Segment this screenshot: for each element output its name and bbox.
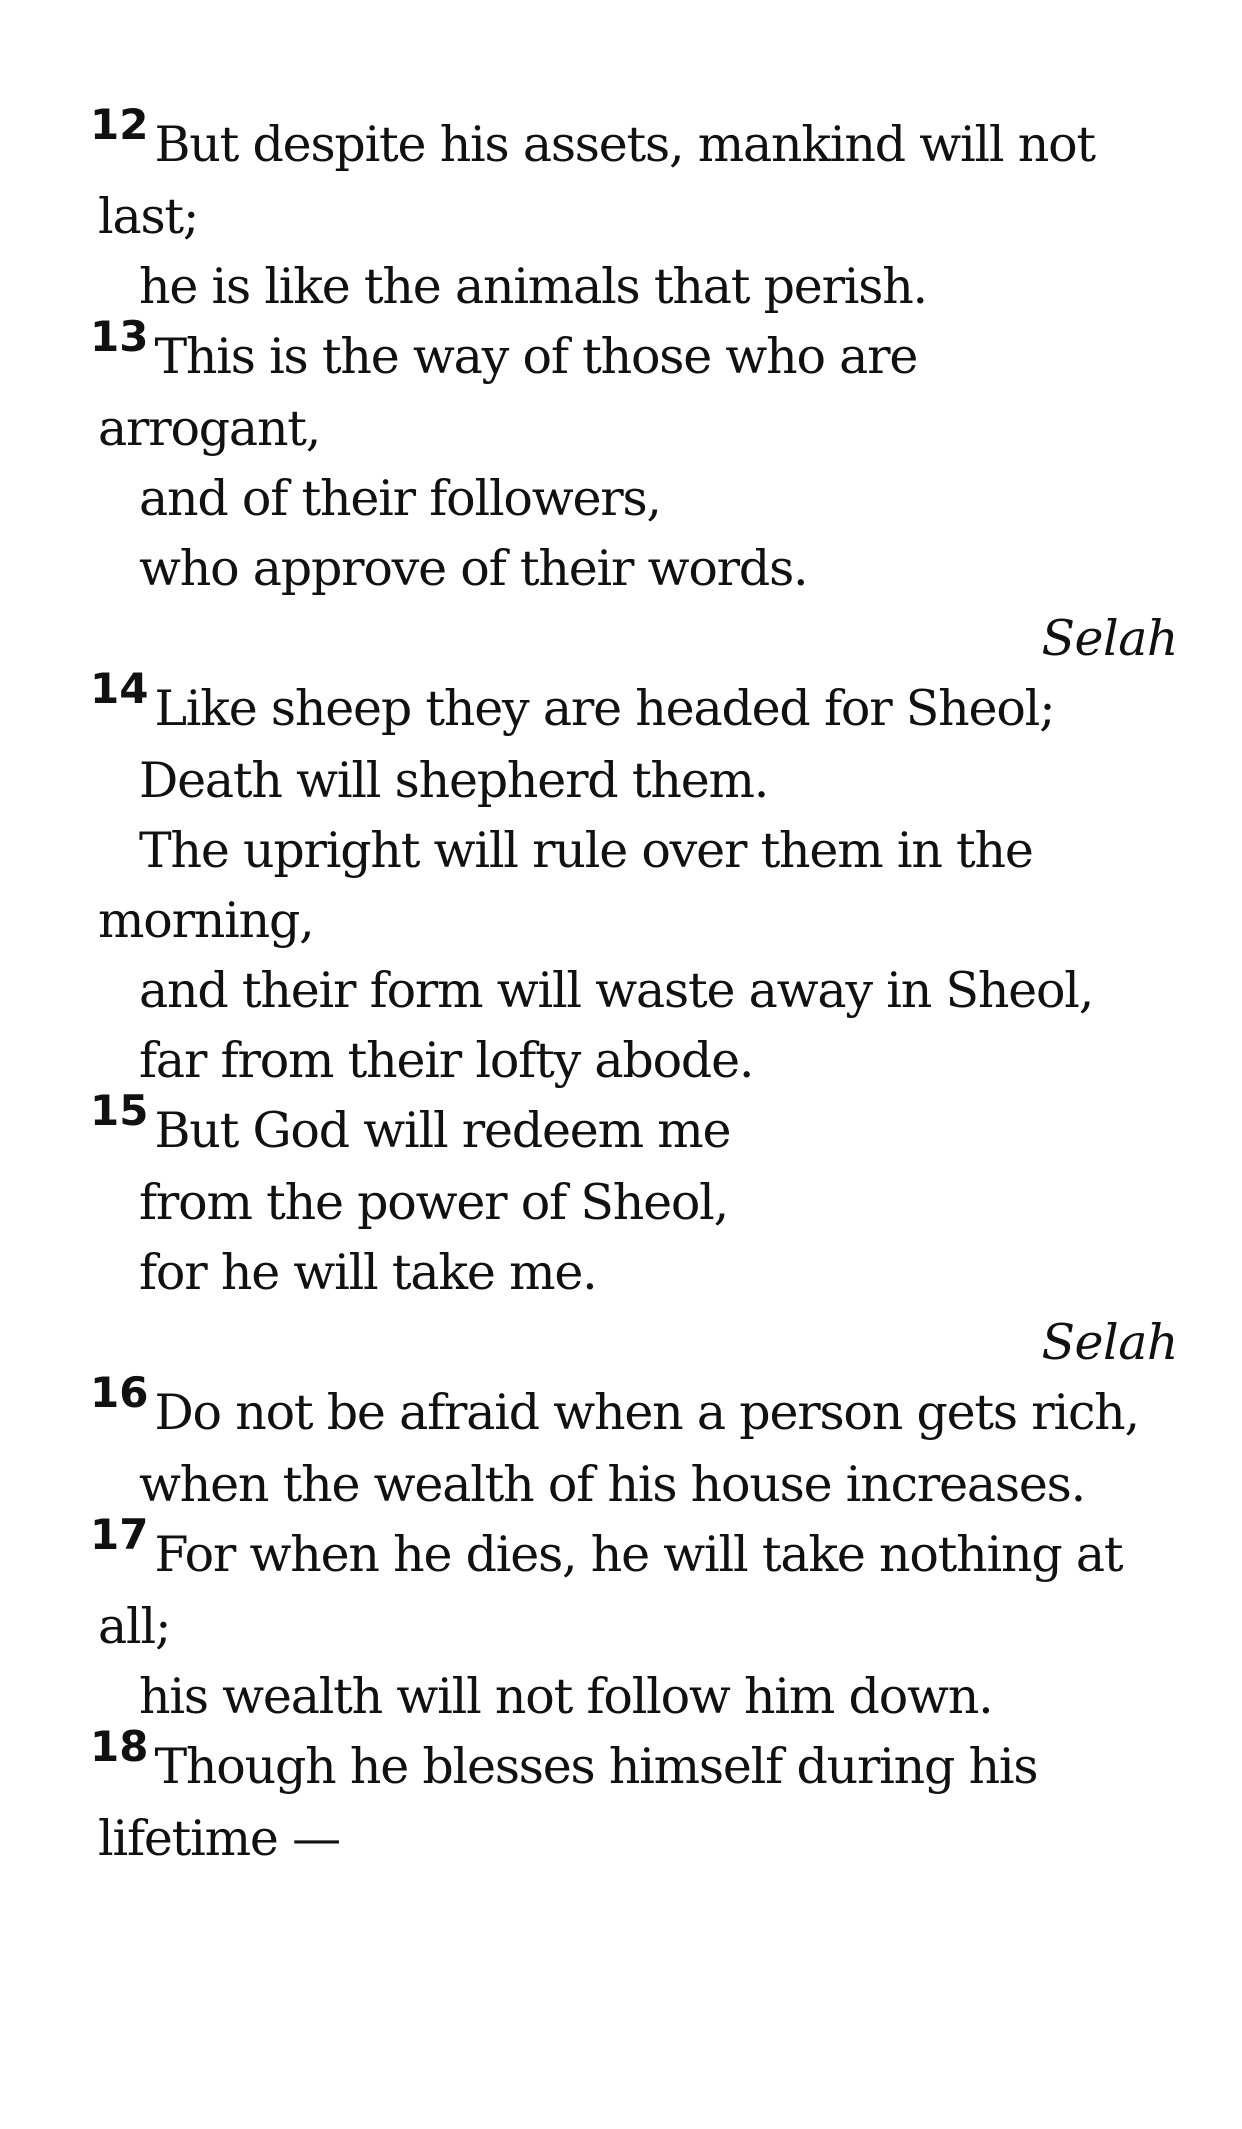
verse-number: 13	[90, 312, 149, 361]
verse-line: for he will take me.	[139, 1244, 597, 1301]
verse-line: morning,	[98, 892, 314, 949]
verse-line: lifetime —	[98, 1810, 340, 1867]
verse-line	[90, 100, 1178, 182]
verse-line	[90, 1510, 1178, 1592]
verse-line: who approve of their words.	[139, 540, 808, 597]
verse-line: all;	[98, 1598, 171, 1655]
verse-line: The upright will rule over them in the	[139, 822, 1033, 879]
verse-line	[90, 1722, 1178, 1804]
verse-text: This is the way of those who are	[154, 328, 918, 385]
verse-line: and their form will waste away in Sheol,	[139, 962, 1094, 1019]
verse-18	[90, 1722, 1178, 1874]
verse-line	[90, 1368, 1178, 1450]
verse-number: 16	[90, 1368, 149, 1417]
verse-text: Like sheep they are headed for Sheol;	[154, 680, 1055, 737]
verse-12	[90, 100, 1178, 322]
verse-number: 18	[90, 1722, 149, 1771]
verse-line	[90, 664, 1178, 746]
verse-line: when the wealth of his house increases.	[139, 1456, 1085, 1513]
verse-text: For when he dies, he will take nothing at	[154, 1526, 1123, 1583]
verse-line: he is like the animals that perish.	[139, 258, 927, 315]
verse-text: Though he blesses himself during his	[154, 1738, 1038, 1795]
verse-text: But God will redeem me	[154, 1102, 731, 1159]
verse-line	[90, 1086, 1178, 1168]
verse-line: last;	[98, 188, 199, 245]
selah-marker: Selah	[1041, 610, 1178, 667]
verse-number: 15	[90, 1086, 149, 1135]
verse-number: 12	[90, 100, 149, 149]
verse-line: his wealth will not follow him down.	[139, 1668, 993, 1725]
verse-line: arrogant,	[98, 400, 321, 457]
verse-line: from the power of Sheol,	[139, 1174, 729, 1231]
verse-16	[90, 1368, 1178, 1520]
verse-number: 14	[90, 664, 149, 713]
verse-line: and of their followers,	[139, 470, 661, 527]
verse-13	[90, 312, 1178, 674]
scripture-reader	[90, 100, 1178, 1874]
selah-marker: Selah	[1041, 1314, 1178, 1371]
verse-17	[90, 1510, 1178, 1732]
verse-14	[90, 664, 1178, 1096]
verse-number: 17	[90, 1510, 149, 1559]
verse-15	[90, 1086, 1178, 1378]
verse-text: Do not be afraid when a person gets rich,	[154, 1384, 1139, 1441]
verse-line: far from their lofty abode.	[139, 1032, 754, 1089]
verse-line: Death will shepherd them.	[139, 752, 769, 809]
verse-text: But despite his assets, mankind will not	[154, 116, 1095, 173]
verse-line	[90, 312, 1178, 394]
